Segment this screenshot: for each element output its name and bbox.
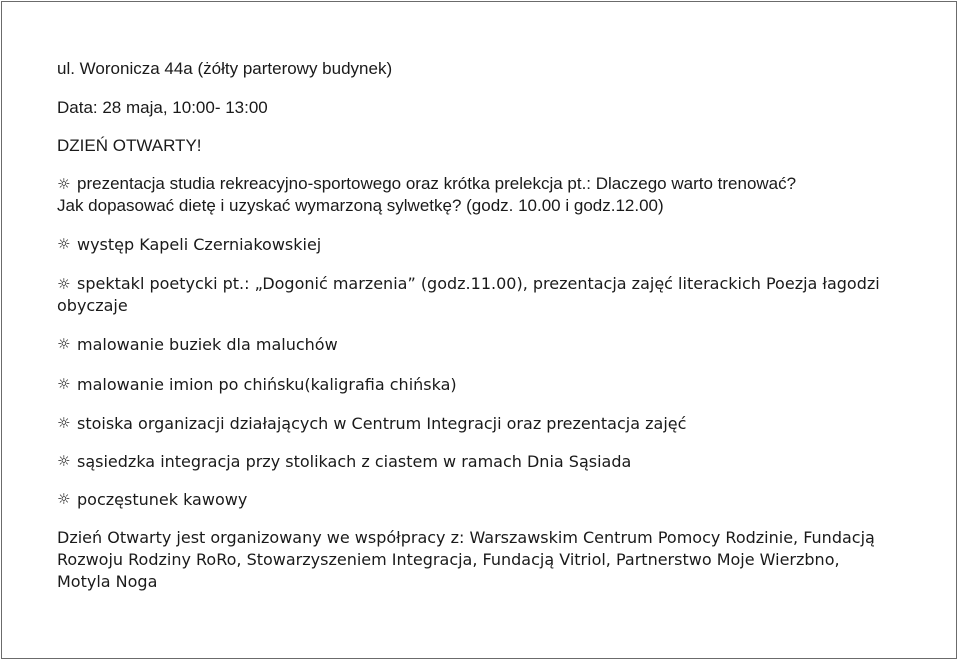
footer-line: Rozwoju Rodziny RoRo, Stowarzyszeniem Integracja, Fundacją Vitriol, Partnerstwo Moje Wierzbno,	[57, 550, 840, 569]
list-item	[57, 374, 907, 395]
open-day-title: DZIEŃ OTWARTY!	[57, 136, 202, 155]
list-item-text: malowanie imion po chińsku(kaligrafia chińska)	[77, 375, 457, 394]
sun-bullet-icon: ☼	[57, 375, 71, 393]
sun-bullet-icon: ☼	[57, 414, 71, 432]
list-item-text: stoiska organizacji działających w Centrum Integracji oraz prezentacja zajęć	[77, 414, 687, 433]
list-item	[57, 489, 907, 510]
date-line: Data: 28 maja, 10:00- 13:00	[57, 98, 268, 117]
footer-line: Motyla Noga	[57, 572, 158, 591]
list-item-text: spektakl poetycki pt.: „Dogonić marzenia” (godz.11.00), prezentacja zajęć literackich Poezja łagodzi	[77, 274, 880, 293]
list-item	[57, 413, 907, 434]
list-item-text: malowanie buziek dla maluchów	[77, 335, 338, 354]
list-item	[57, 273, 907, 316]
list-item-text-continued: obyczaje	[57, 296, 128, 315]
sun-bullet-icon: ☼	[57, 452, 71, 470]
sun-bullet-icon: ☼	[57, 175, 71, 193]
list-item	[57, 451, 907, 472]
sun-bullet-icon: ☼	[57, 235, 71, 253]
footer-paragraph	[57, 527, 907, 593]
list-item-text: prezentacja studia rekreacyjno-sportowego oraz krótka prelekcja pt.: Dlaczego warto trenować?	[77, 174, 797, 193]
list-item	[57, 234, 907, 255]
address-line: ul. Woronicza 44a (żółty parterowy budynek)	[57, 59, 393, 78]
list-item-text: sąsiedzka integracja przy stolikach z ciastem w ramach Dnia Sąsiada	[77, 452, 632, 471]
sun-bullet-icon: ☼	[57, 490, 71, 508]
footer-line: Dzień Otwarty jest organizowany we współpracy z: Warszawskim Centrum Pomocy Rodzinie, Fundacją	[57, 528, 875, 547]
list-item	[57, 173, 907, 216]
list-item-text: poczęstunek kawowy	[77, 490, 248, 509]
sun-bullet-icon: ☼	[57, 335, 71, 353]
document-body	[57, 58, 907, 593]
list-item-text-continued: Jak dopasować dietę i uzyskać wymarzoną sylwetkę? (godz. 10.00 i godz.12.00)	[57, 196, 664, 215]
list-item-text: występ Kapeli Czerniakowskiej	[77, 235, 322, 254]
list-item	[57, 334, 907, 355]
sun-bullet-icon: ☼	[57, 275, 71, 293]
